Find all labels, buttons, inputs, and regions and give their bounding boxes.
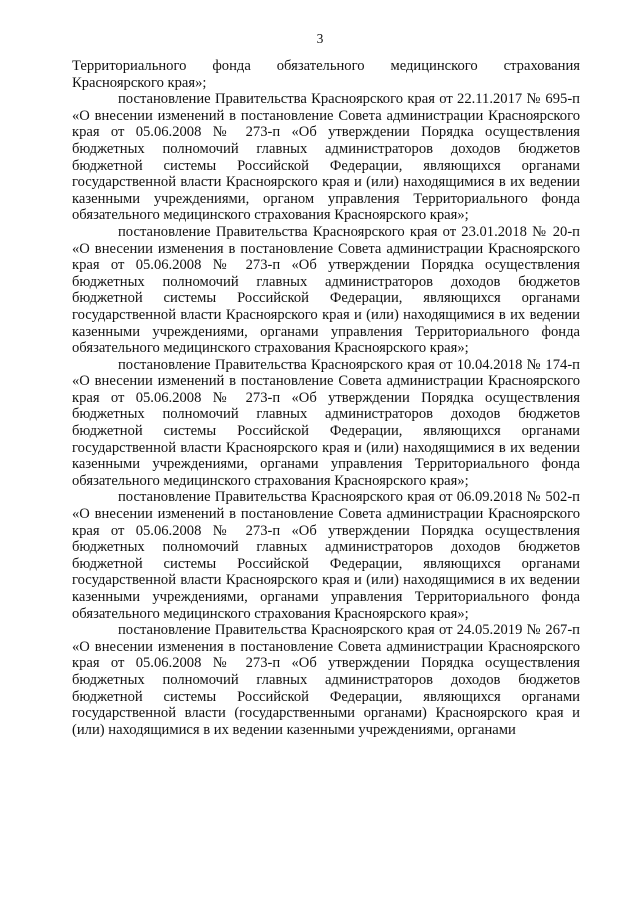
paragraph-continuation: Территориального фонда обязательного медицинского страхования Красноярского края»; (72, 58, 580, 91)
paragraph-resolution-695: постановление Правительства Красноярского края от 22.11.2017 № 695-п «О внесении изменений в постановление Совета администрации Красноярского края от 05.06.2008 № 273-п «Об утверждении Порядка осуществления бюджетных полномочий главных администраторов доходов бюджетов бюджетной системы Российской Федерации, являющихся органами государственной власти Красноярского края и (или) находящимися в их ведении казенными учреждениями, органом управления Территориального фонда обязательного медицинского страхования Красноярского края»; (72, 91, 580, 224)
document-body (72, 58, 580, 738)
paragraph-resolution-20: постановление Правительства Красноярского края от 23.01.2018 № 20-п «О внесении изменения в постановление Совета администрации Красноярского края от 05.06.2008 № 273-п «Об утверждении Порядка осуществления бюджетных полномочий главных администраторов доходов бюджетов бюджетной системы Российской Федерации, являющихся органами государственной власти Красноярского края и (или) находящимися в их ведении казенными учреждениями, органами управления Территориального фонда обязательного медицинского страхования Красноярского края»; (72, 223, 580, 357)
paragraph-resolution-267: постановление Правительства Красноярского края от 24.05.2019 № 267-п «О внесении изменения в постановление Совета администрации Красноярского края от 05.06.2008 № 273-п «Об утверждении Порядка осуществления бюджетных полномочий главных администраторов доходов бюджетов бюджетной системы Российской Федерации, являющихся органами государственной власти (государственными органами) Красноярского края и (или) находящимися в их ведении казенными учреждениями, органами (72, 622, 580, 738)
paragraph-resolution-174: постановление Правительства Красноярского края от 10.04.2018 № 174-п «О внесении изменений в постановление Совета администрации Красноярского края от 05.06.2008 № 273-п «Об утверждении Порядка осуществления бюджетных полномочий главных администраторов доходов бюджетов бюджетной системы Российской Федерации, являющихся органами государственной власти Красноярского края и (или) находящимися в их ведении казенными учреждениями, органами управления Территориального фонда обязательного медицинского страхования Красноярского края»; (72, 356, 580, 489)
paragraph-resolution-502: постановление Правительства Красноярского края от 06.09.2018 № 502-п «О внесении изменений в постановление Совета администрации Красноярского края от 05.06.2008 № 273-п «Об утверждении Порядка осуществления бюджетных полномочий главных администраторов доходов бюджетов бюджетной системы Российской Федерации, являющихся органами государственной власти Красноярского края и (или) находящимися в их ведении казенными учреждениями, органами управления Территориального фонда обязательного медицинского страхования Красноярского края»; (72, 489, 580, 622)
page-number: 3 (316, 31, 324, 46)
